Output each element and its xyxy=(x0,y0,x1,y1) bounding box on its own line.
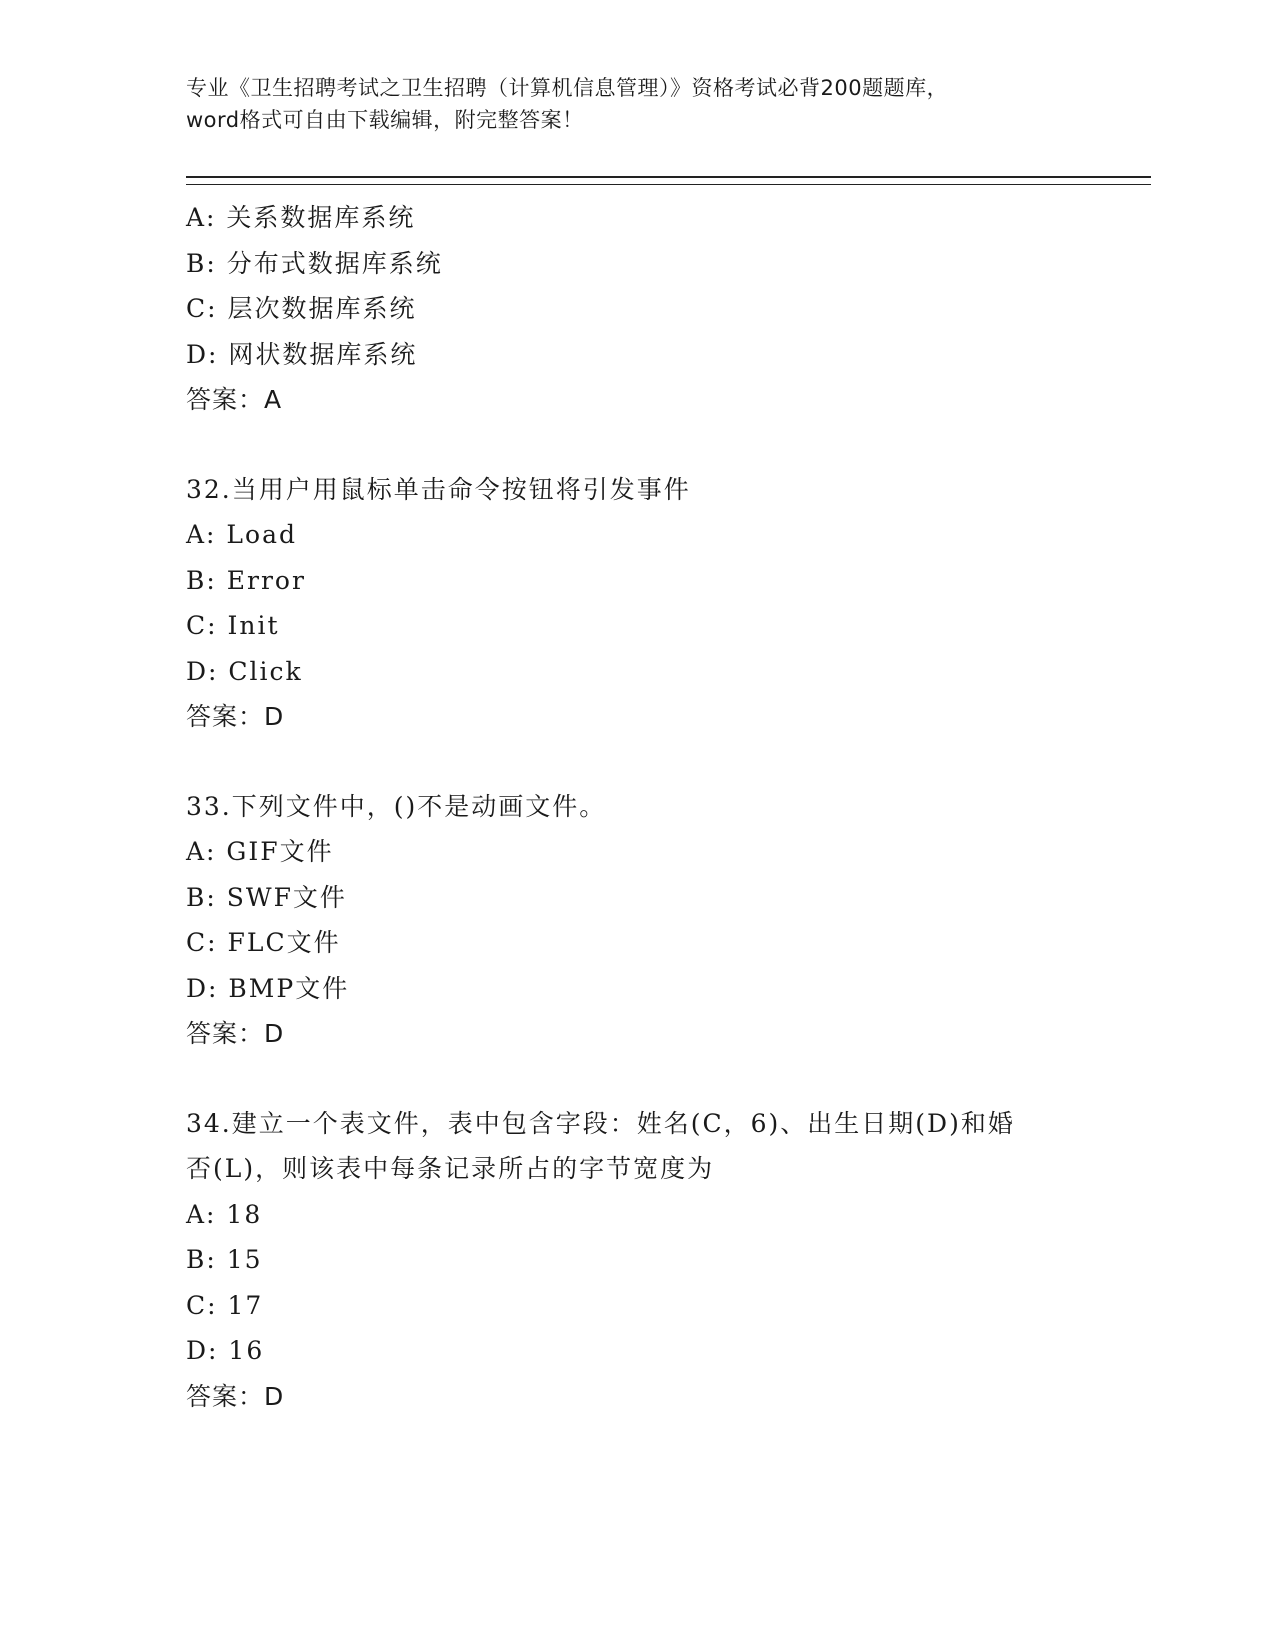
question-block-31 xyxy=(186,195,1146,423)
question-text: 33.下列文件中，()不是动画文件。 xyxy=(186,791,607,821)
question-text-line-1: 34.建立一个表文件，表中包含字段：姓名(C，6)、出生日期(D)和婚 xyxy=(186,1108,1015,1138)
header-divider xyxy=(186,176,1151,185)
answer-line: 答案：A xyxy=(186,385,283,414)
answer-line: 答案：D xyxy=(186,1381,285,1411)
option-b: B: Error xyxy=(186,565,306,595)
question-block-34 xyxy=(186,1101,1146,1420)
option-a: A: 18 xyxy=(186,1199,263,1229)
question-block-33 xyxy=(186,784,1146,1057)
option-c: C: Init xyxy=(186,611,280,640)
question-text: 32.当用户用鼠标单击命令按钮将引发事件 xyxy=(186,474,691,504)
question-block-32 xyxy=(186,467,1146,740)
header-line-2: word格式可自由下载编辑，附完整答案！ xyxy=(186,108,584,132)
option-d: D: BMP文件 xyxy=(186,973,350,1003)
option-b: B: SWF文件 xyxy=(186,882,347,912)
option-a: A: GIF文件 xyxy=(186,837,334,866)
answer-line: 答案：D xyxy=(186,702,285,731)
question-list xyxy=(186,195,1146,1419)
option-b: B: 分布式数据库系统 xyxy=(186,248,443,278)
option-b: B: 15 xyxy=(186,1245,263,1274)
header-line-1: 专业《卫生招聘考试之卫生招聘（计算机信息管理）》资格考试必背200题题库， xyxy=(186,76,949,100)
option-c: C: 17 xyxy=(186,1290,264,1320)
option-c: C: FLC文件 xyxy=(186,928,341,957)
answer-line: 答案：D xyxy=(186,1019,285,1048)
option-a: A: 关系数据库系统 xyxy=(186,203,416,232)
option-a: A: Load xyxy=(186,520,297,549)
option-d: D: Click xyxy=(186,656,303,686)
option-d: D: 16 xyxy=(186,1336,265,1365)
document-page xyxy=(186,72,1146,1419)
document-header xyxy=(186,72,1146,136)
question-text-line-2: 否(L)，则该表中每条记录所占的字节宽度为 xyxy=(186,1154,715,1183)
option-d: D: 网状数据库系统 xyxy=(186,339,418,369)
option-c: C: 层次数据库系统 xyxy=(186,294,417,323)
